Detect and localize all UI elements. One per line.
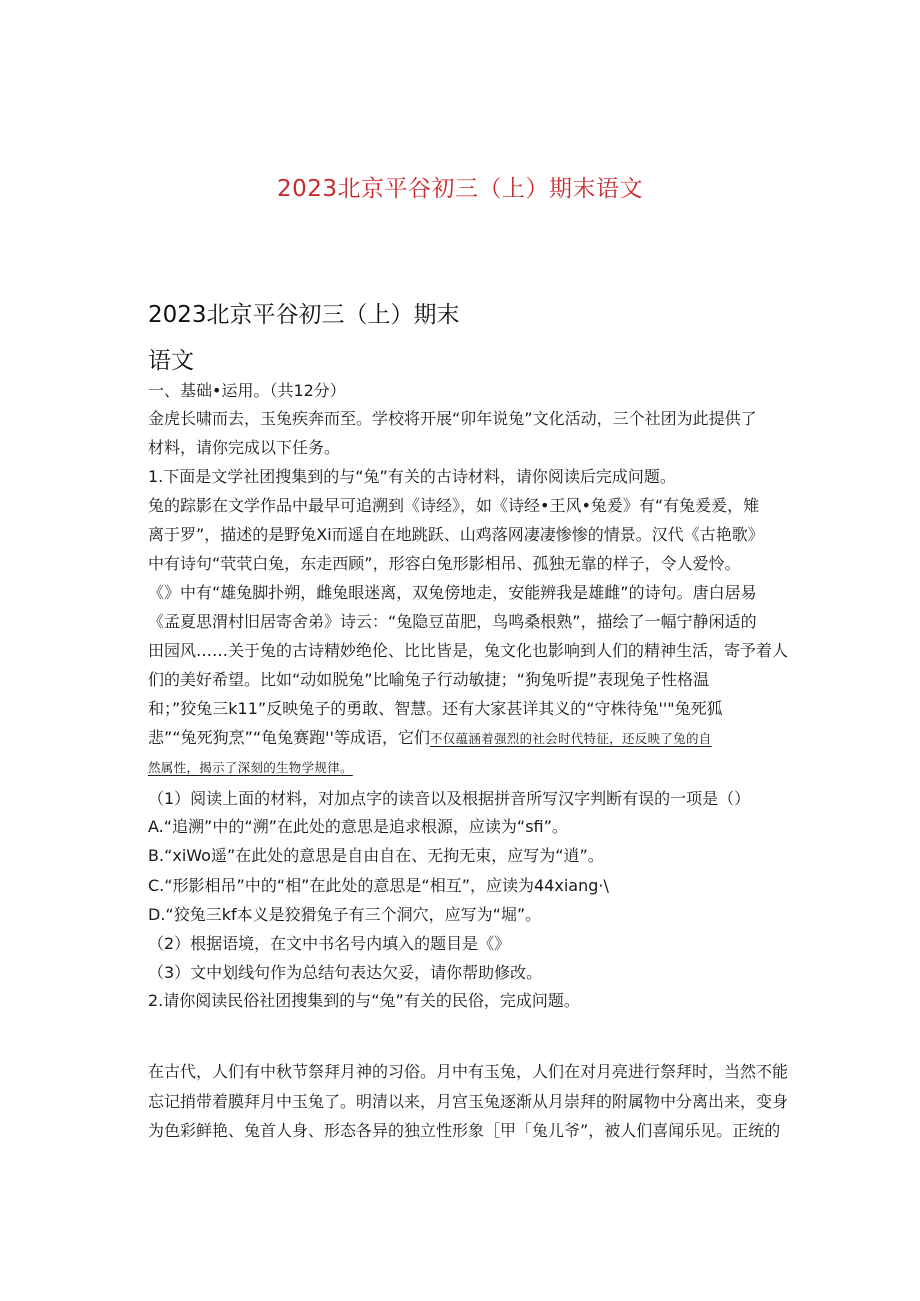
document-title: 2023北京平谷初三（上）期末语文 xyxy=(276,176,644,202)
paragraph-line: 《》中有“雄兔脚扑朔，雌兔眼迷离，双兔傍地走，安能辨我是雄雌”的诗句。唐白居易 xyxy=(148,583,757,602)
paragraph-line-underlined xyxy=(148,757,353,778)
question-2: （2）根据语境，在文中书名号内填入的题目是《》 xyxy=(148,934,511,953)
paragraph-line: 们的美好希望。比如“动如脱兔”比喻兔子行动敏捷；“狗兔听提”表现兔子性格温 xyxy=(148,670,710,689)
exam-heading: 2023北京平谷初三（上）期末 xyxy=(148,302,460,328)
question-1: （1）阅读上面的材料，对加点字的读音以及根据拼音所写汉字判断有误的一项是（） xyxy=(148,789,751,808)
plain-text: 悲”“兔死狗烹”“龟兔赛跑''等成语，它们 xyxy=(148,728,430,747)
option-d: D.“狡兔三kf本义是狡猾兔子有三个洞穴，应写为“堀”。 xyxy=(148,905,542,924)
question-heading: 2.请你阅读民俗社团搜集到的与“兔”有关的民俗，完成问题。 xyxy=(148,991,580,1010)
paragraph-line: 中有诗句“茕茕白兔，东走西顾”，形容白兔形影相吊、孤独无靠的样子，令人爱怜。 xyxy=(148,554,741,573)
paragraph-line-mixed xyxy=(148,728,712,749)
subject-heading: 语文 xyxy=(148,348,194,374)
paragraph-line: 材料，请你完成以下任务。 xyxy=(148,438,341,457)
underlined-sentence: 不仅蕴涵着强烈的社会时代特征，还反映了兔的自 xyxy=(429,731,712,746)
paragraph-line: 兔的踪影在文学作品中最早可追溯到《诗经》，如《诗经•王风•兔爰》有“有兔爰爰，雉 xyxy=(148,496,760,515)
section-heading: 一、基础•运用。（共12分） xyxy=(148,381,346,400)
question-3: （3）文中划线句作为总结句表达欠妥，请你帮助修改。 xyxy=(148,963,543,982)
paragraph-line: 和；”狡兔三k11”反映兔子的勇敢、智慧。还有大家甚详其义的“守株待兔''"兔死狐 xyxy=(148,699,723,718)
paragraph-line: 在古代，人们有中秋节祭拜月神的习俗。月中有玉兔，人们在对月亮进行祭拜时，当然不能 xyxy=(148,1062,789,1081)
underlined-sentence: 然属性，揭示了深刻的生物学规律。 xyxy=(148,760,353,775)
paragraph-line: 《孟夏思渭村旧居寄舍弟》诗云：“兔隐豆苗肥，鸟鸣桑根熟”，描绘了一幅宁静闲适的 xyxy=(148,612,757,631)
paragraph-line: 为色彩鲜艳、兔首人身、形态各异的独立性形象［甲「兔儿爷”，被人们喜闻乐见。正统的 xyxy=(148,1121,781,1140)
option-a: A.“追溯”中的“溯”在此处的意思是追求根源，应读为“sfi”。 xyxy=(148,817,568,836)
paragraph-line: 金虎长啸而去，玉兔疾奔而至。学校将开展“卯年说兔”文化活动，三个社团为此提供了 xyxy=(148,409,757,428)
question-heading: 1.下面是文学社团搜集到的与“兔”有关的古诗材料，请你阅读后完成问题。 xyxy=(148,467,676,486)
paragraph-line: 田园风……关于兔的古诗精妙绝伦、比比皆是，兔文化也影响到人们的精神生活，寄予着人 xyxy=(148,641,789,660)
paragraph-line: 离于罗”，描述的是野兔Xi而遥自在地跳跃、山鸡落网凄凄惨惨的情景。汉代《古艳歌》 xyxy=(148,525,764,544)
paragraph-line: 忘记捎带着膜拜月中玉兔了。明清以来，月宫玉兔逐渐从月崇拜的附属物中分离出来，变身 xyxy=(148,1092,789,1111)
option-b: B.“xiWo遥”在此处的意思是自由自在、无拘无束，应写为“逍”。 xyxy=(148,846,604,865)
option-c: C.“形影相吊”中的“相”在此处的意思是“相互”，应读为44xiang·\ xyxy=(148,876,609,895)
